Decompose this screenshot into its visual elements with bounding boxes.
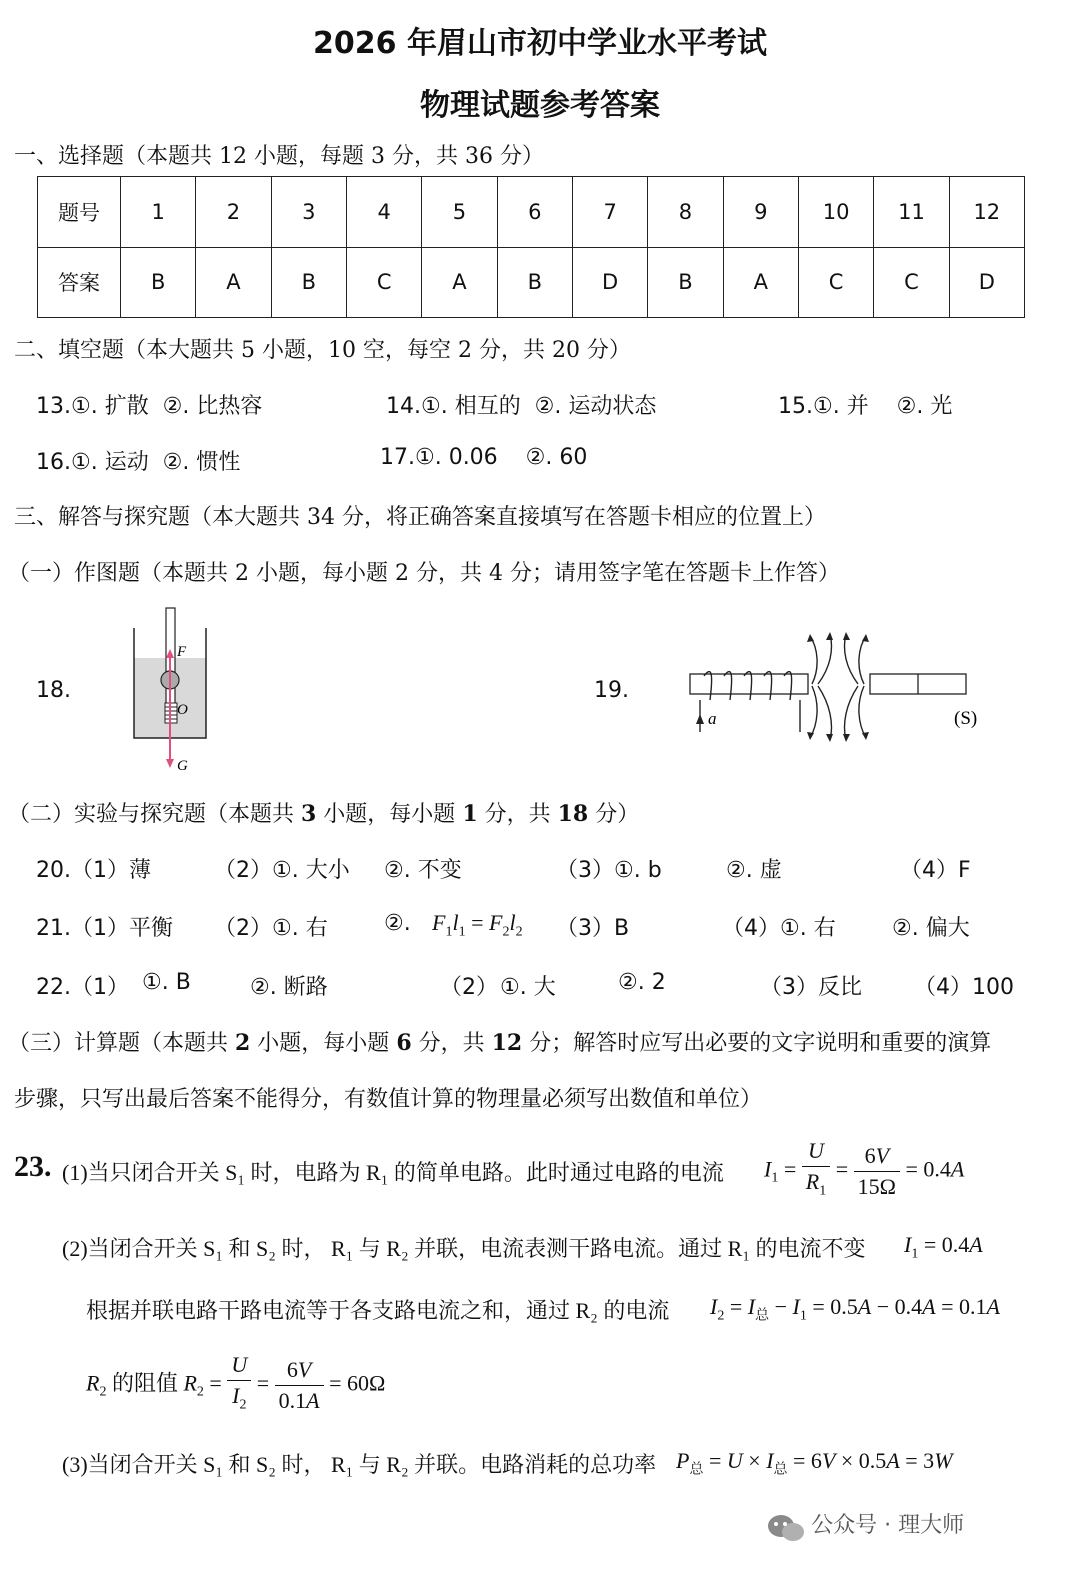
- table-cell: B: [648, 247, 723, 318]
- table-cell: 8: [648, 177, 723, 248]
- table-cell: A: [723, 247, 798, 318]
- figure-18-buoyancy: [120, 600, 230, 780]
- label-O: O: [177, 702, 188, 718]
- q23-part1-text: (1)当只闭合开关 S₁ 时，电路为 R₁ 的简单电路。此时通过电路的电流: [62, 1160, 724, 1185]
- answer-22-2: （2）: [440, 975, 498, 1000]
- table-row: [38, 177, 1025, 248]
- question-19-label: 19.: [594, 678, 629, 703]
- answer-20-2b: ②. 不变: [384, 858, 462, 883]
- table-cell: 7: [572, 177, 647, 248]
- q23-part3-text: 根据并联电路干路电流等于各支路电流之和，通过 R₂ 的电流: [86, 1298, 670, 1323]
- answer-22-1a: ①. B: [142, 970, 191, 995]
- section-1-heading: 一、选择题（本题共 12 小题，每题 3 分，共 36 分）: [14, 144, 544, 169]
- table-cell: B: [497, 247, 572, 318]
- subsection-3-heading: （三）计算题（本题共 2 小题，每小题 6 分，共 12 分；解答时应写出必要的文字说明和重要的演算: [8, 1030, 992, 1056]
- table-cell: C: [874, 247, 949, 318]
- q23-part1-formula: $I_1$ = $\frac{U}{R_1}$ = $\frac{6V}{15\Omega}$ = 0.4A: [764, 1138, 965, 1199]
- answer-22-2b: ②. 2: [618, 970, 666, 995]
- section-2-heading: 二、填空题（本大题共 5 小题，10 空，每空 2 分，共 20 分）: [14, 338, 631, 363]
- table-cell: C: [798, 247, 873, 318]
- q23-part3-formula: $I_2 = I_总 - I_1 = 0.5A - 0.4A = 0.1A$: [710, 1294, 1000, 1324]
- figure-19-magnet: [680, 628, 980, 748]
- lever-formula: $F_1l_1 = F_2l_2$: [432, 910, 523, 940]
- question-23-number: 23.: [14, 1150, 52, 1183]
- answer-20-1: 20.（1）薄: [36, 858, 151, 883]
- table-cell: 10: [798, 177, 873, 248]
- table-cell: C: [346, 247, 421, 318]
- table-row-label: 题号: [38, 177, 121, 248]
- subsection-3-heading-line2: 步骤，只写出最后答案不能得分，有数值计算的物理量必须写出数值和单位）: [14, 1087, 763, 1112]
- answer-22-2a: ①. 大: [500, 975, 556, 1000]
- watermark: [766, 1508, 964, 1545]
- answer-22-1: 22.（1）: [36, 975, 129, 1000]
- q23-part5-formula: $P_总 = U \times I_总 = 6V \times 0.5A = 3W$: [676, 1448, 953, 1478]
- answer-21-3: （3）B: [556, 916, 630, 941]
- answer-21-2a: （2）①. 右: [214, 916, 328, 941]
- table-cell: B: [271, 247, 346, 318]
- table-row: [38, 247, 1025, 318]
- answer-21-4a: （4）①. 右: [722, 916, 836, 941]
- answer-table: [37, 176, 1025, 318]
- field-lines-left: [810, 634, 832, 740]
- page-subtitle: 物理试题参考答案: [420, 88, 660, 123]
- answer-21-4b: ②. 偏大: [892, 916, 970, 941]
- table-cell: 3: [271, 177, 346, 248]
- answer-20-3a: （3）①. b: [556, 858, 662, 883]
- answer-21-2b: ②.: [384, 911, 411, 936]
- answer-20-4: （4）F: [900, 858, 971, 883]
- table-cell: 5: [422, 177, 497, 248]
- table-cell: 2: [196, 177, 271, 248]
- table-cell: A: [196, 247, 271, 318]
- q23-part5-text: (3)当闭合开关 S₁ 和 S₂ 时， R₁ 与 R₂ 并联。电路消耗的总功率: [62, 1452, 657, 1477]
- label-G: G: [177, 758, 188, 774]
- answer-21-1: 21.（1）平衡: [36, 916, 173, 941]
- field-lines-right: [845, 634, 867, 740]
- q23-part2-formula: $I_1 = 0.4A$: [904, 1232, 983, 1262]
- watermark-text: 公众号 · 理大师: [811, 1513, 965, 1538]
- section-3-heading: 三、解答与探究题（本大题共 34 分，将正确答案直接填写在答题卡相应的位置上）: [14, 505, 826, 530]
- answer-15: 15.①. 并 ②. 光: [778, 394, 953, 419]
- label-S: (S): [954, 708, 978, 729]
- answer-20-2a: （2）①. 大小: [214, 858, 350, 883]
- answer-14: 14.①. 相互的 ②. 运动状态: [386, 394, 657, 419]
- label-a: a: [708, 709, 717, 728]
- table-cell: 11: [874, 177, 949, 248]
- q23-part2-text: (2)当闭合开关 S₁ 和 S₂ 时， R₁ 与 R₂ 并联，电流表测干路电流。通过 R₁ 的电流不变: [62, 1236, 866, 1261]
- answer-22-1b: ②. 断路: [250, 975, 328, 1000]
- table-cell: A: [422, 247, 497, 318]
- page-title: 2026 年眉山市初中学业水平考试: [313, 26, 767, 61]
- table-cell: 1: [121, 177, 196, 248]
- answer-20-3b: ②. 虚: [726, 858, 782, 883]
- table-cell: D: [572, 247, 647, 318]
- answer-17: 17.①. 0.06 ②. 60: [380, 445, 588, 470]
- label-F: F: [177, 644, 187, 660]
- table-cell: 6: [497, 177, 572, 248]
- table-cell: 9: [723, 177, 798, 248]
- table-cell: D: [949, 247, 1024, 318]
- table-cell: 12: [949, 177, 1024, 248]
- answer-16: 16.①. 运动 ②. 惯性: [36, 450, 241, 475]
- table-cell: 4: [346, 177, 421, 248]
- answer-22-4: （4）100: [914, 975, 1014, 1000]
- answer-13: 13.①. 扩散 ②. 比热容: [36, 394, 263, 419]
- table-cell: B: [121, 247, 196, 318]
- wechat-icon: [766, 1511, 806, 1545]
- q23-part4: $R_2$ 的阻值 $R_2$ = $\frac{U}{I_2}$ = $\frac{6V}{0.1A}$ = 60Ω: [86, 1352, 386, 1413]
- table-row-label: 答案: [38, 247, 121, 318]
- subsection-2-heading: （二）实验与探究题（本题共 3 小题，每小题 1 分，共 18 分）: [8, 801, 640, 827]
- question-18-label: 18.: [36, 678, 71, 703]
- subsection-1-heading: （一）作图题（本题共 2 小题，每小题 2 分，共 4 分；请用签字笔在答题卡上作答）: [8, 561, 840, 586]
- answer-22-3: （3）反比: [760, 975, 862, 1000]
